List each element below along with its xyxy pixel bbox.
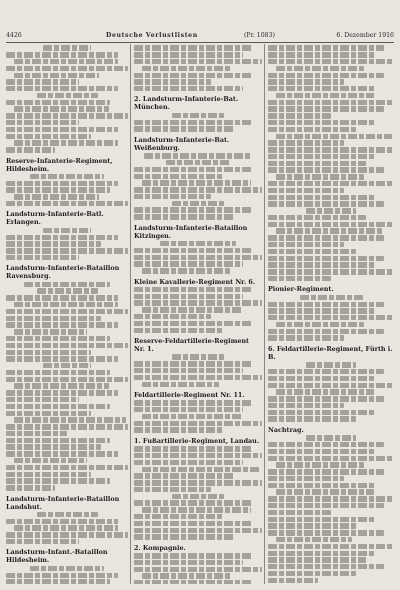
section-heading: Landsturm-Infanterie-Bataillon Ravensburg. bbox=[6, 264, 120, 281]
section-heading: Nachtrag. bbox=[268, 425, 304, 434]
section-heading: 6. Feldartillerie-Regiment, Fürth i. B. bbox=[268, 344, 393, 361]
section-heading: Landsturm-Infanterie-Bataillon Kitzingen. bbox=[134, 223, 248, 240]
section-heading: Landsturm-Infant.-Bataillon Hildesheim. bbox=[6, 548, 108, 565]
page-number: 4426 bbox=[6, 32, 22, 39]
section-heading: Reserve-Feldartillerie-Regiment Nr. 1. bbox=[134, 337, 250, 353]
section-heading: 2. Landsturm-Infanterie-Bat. München. bbox=[134, 95, 239, 112]
page-header bbox=[6, 30, 394, 43]
section-heading: Pionier-Regiment. bbox=[268, 285, 334, 294]
issue-number: (Pr. 1083) bbox=[244, 32, 275, 39]
issue-date: 6. Dezember 1916 bbox=[336, 32, 394, 39]
section-heading: Landsturm-Infanterie-Batl. Erlangen. bbox=[6, 210, 104, 227]
section-heading: Feldartillerie-Regiment Nr. 11. bbox=[134, 390, 245, 399]
section-heading: 1. Fußartillerie-Regiment, Landau. bbox=[134, 436, 260, 445]
section-heading: Kleine Kavallerie-Regiment Nr. 6. bbox=[134, 277, 256, 286]
right-column bbox=[268, 44, 394, 584]
middle-column bbox=[134, 44, 262, 584]
section-heading: 2. Kompagnie. bbox=[134, 543, 186, 552]
column-rule bbox=[264, 44, 265, 584]
journal-title: Deutsche Verlustlisten bbox=[106, 32, 198, 39]
section-heading: Landsturm-Infanterie-Bat. Weißenburg. bbox=[134, 135, 230, 152]
left-column bbox=[6, 44, 128, 584]
section-heading: Reserve-Infanterie-Regiment, Hildesheim. bbox=[6, 156, 113, 173]
column-rule bbox=[130, 44, 131, 584]
section-heading: Landsturm-Infanterie-Bataillon Landshut. bbox=[6, 494, 120, 511]
